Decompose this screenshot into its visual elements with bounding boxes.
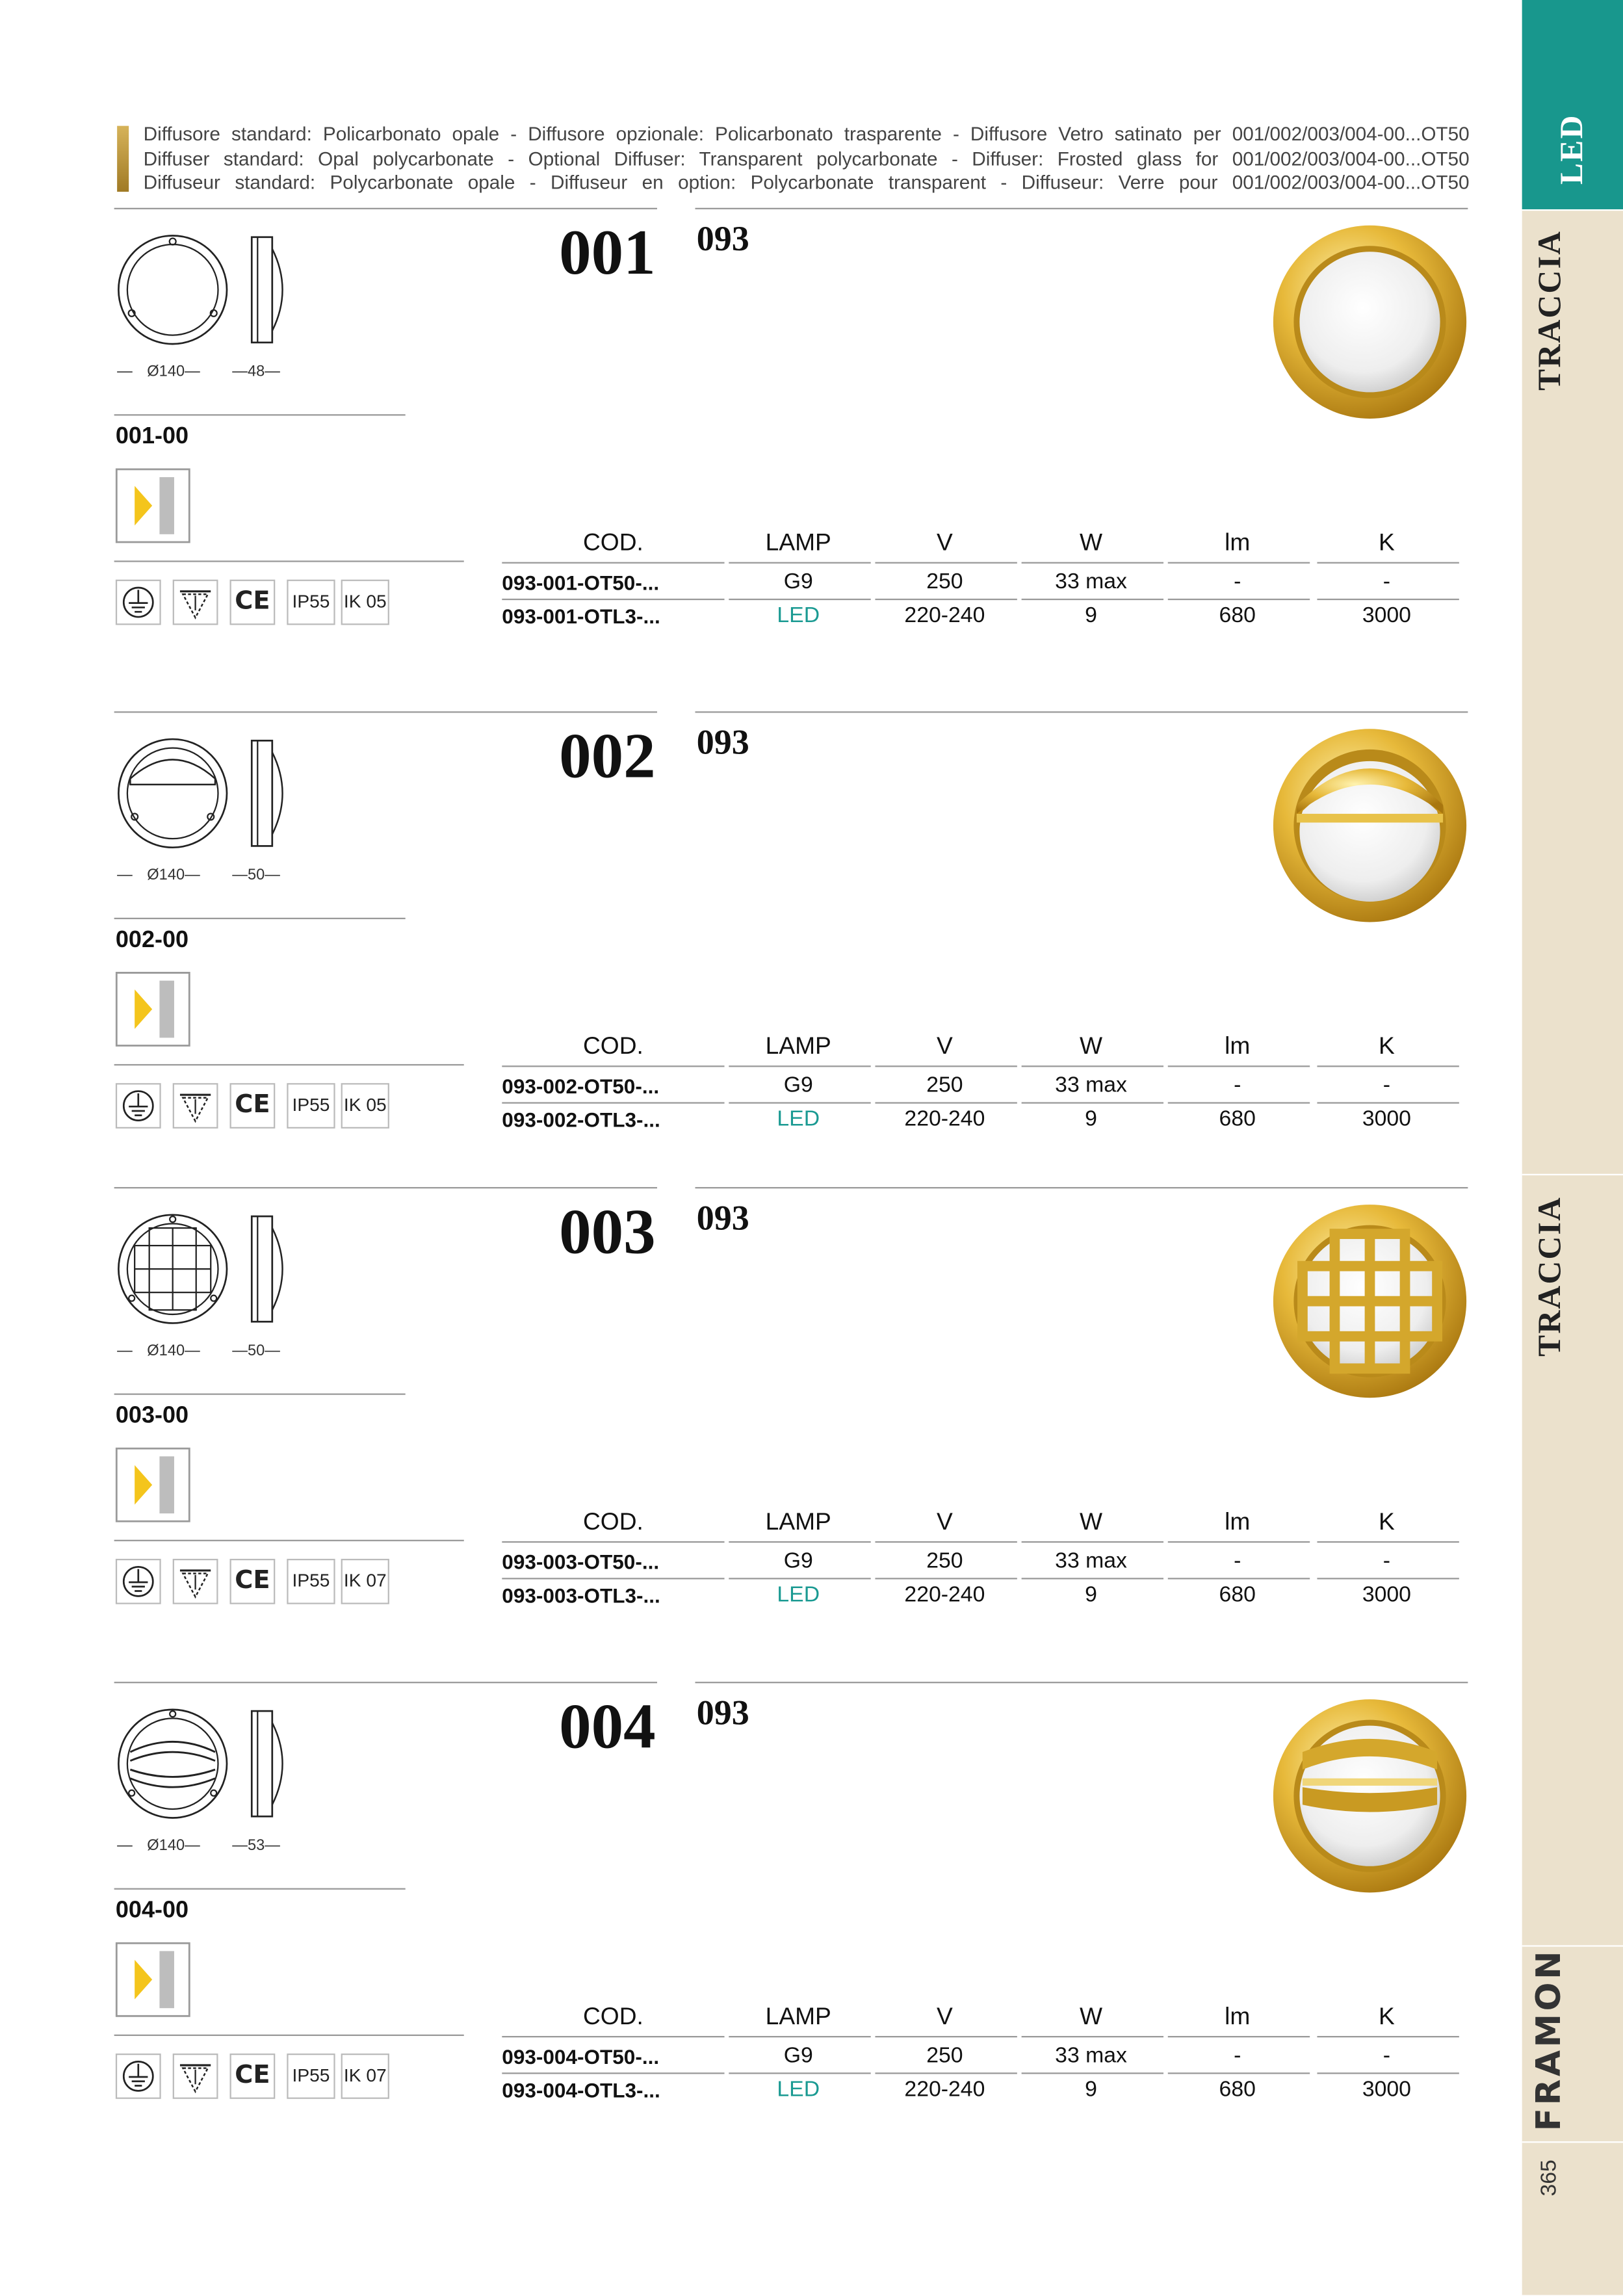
table-header-row (502, 1998, 1468, 2037)
column-header: V (936, 1509, 953, 1535)
column-header: COD. (582, 530, 643, 556)
product-photo (1270, 1202, 1469, 1401)
variant-code: 004-00 (115, 1898, 189, 1924)
side-divider (1522, 1174, 1623, 1175)
dimension-line: — (117, 866, 133, 884)
table-rule (502, 599, 724, 600)
dimensions (117, 1837, 351, 1855)
ce-mark: CE (230, 2054, 276, 2099)
table-rule (1168, 1065, 1310, 1067)
product-photo (1270, 1697, 1469, 1896)
table-cell: LED (777, 603, 820, 628)
table-rule (729, 1065, 870, 1067)
article-code: 093-001-OT50-... (502, 571, 660, 595)
cert-badge: IK 07 (341, 1559, 389, 1604)
table-rule (1168, 2036, 1310, 2037)
section-divider (114, 208, 657, 209)
table-cell: 3000 (1362, 2077, 1411, 2102)
cert-badge: IP55 (287, 580, 335, 625)
table-rule (502, 562, 724, 564)
table-rule (875, 1065, 1017, 1067)
section-divider (114, 1682, 657, 1683)
table-rule (1022, 1065, 1163, 1067)
column-header: W (1080, 530, 1103, 556)
table-cell: 250 (926, 1073, 963, 1098)
spec-table (502, 1998, 1468, 2107)
column-header: V (936, 530, 953, 556)
variant-code: 003-00 (115, 1403, 189, 1429)
table-rule (1168, 2072, 1310, 2074)
table-cell: - (1383, 2043, 1391, 2068)
table-rule (1168, 1541, 1310, 1543)
table-rule (502, 1578, 724, 1579)
dimension-line: — (117, 363, 133, 381)
table-row (502, 2041, 1468, 2074)
table-rule (1022, 562, 1163, 564)
table-rule (1317, 1541, 1459, 1543)
column-header: COD. (582, 1033, 643, 1060)
note-accent-bar (117, 126, 129, 192)
ce-mark: CE (230, 1083, 276, 1128)
dimension-line: — (232, 363, 248, 381)
table-cell: 33 max (1055, 1073, 1127, 1098)
table-rule (502, 1541, 724, 1543)
product-family: 093 (696, 1695, 749, 1733)
section-divider (695, 208, 1468, 209)
dimension-line: — (265, 1836, 280, 1855)
table-row (502, 2074, 1468, 2108)
table-rule (729, 1578, 870, 1579)
table-rule (1022, 1541, 1163, 1543)
table-cell: 680 (1219, 603, 1256, 628)
depth-dimension: 50 (247, 1342, 265, 1360)
product-section (0, 1682, 1522, 2165)
column-header: COD. (582, 2003, 643, 2030)
table-cell: - (1234, 1548, 1241, 1574)
variant-divider (114, 1394, 406, 1395)
brand-logo: FRAMON (1531, 1948, 1569, 2132)
table-rule (502, 2072, 724, 2074)
table-cell: 680 (1219, 1106, 1256, 1132)
table-rule (1317, 1102, 1459, 1103)
earth-icon (116, 2054, 161, 2099)
table-rule (1168, 562, 1310, 564)
diameter-dimension: Ø140 (147, 363, 185, 381)
page-number: 365 (1537, 2159, 1562, 2197)
technical-drawing (114, 1702, 305, 1836)
depth-dimension: 50 (247, 866, 265, 884)
product-family: 093 (696, 724, 749, 763)
table-cell: - (1383, 1548, 1391, 1574)
no-cover-icon (173, 1083, 218, 1128)
table-cell: 3000 (1362, 1582, 1411, 1608)
column-header: K (1378, 1509, 1395, 1535)
table-cell: 250 (926, 1548, 963, 1574)
column-header: K (1378, 530, 1395, 556)
earth-icon (116, 1083, 161, 1128)
table-cell: 9 (1085, 2077, 1097, 2102)
table-cell: 33 max (1055, 2043, 1127, 2068)
table-row (502, 1070, 1468, 1104)
depth-dimension: 48 (247, 363, 265, 381)
side-category-label: TRACCIA (1531, 229, 1568, 391)
table-cell: 9 (1085, 1106, 1097, 1132)
column-header: LAMP (765, 1033, 831, 1060)
diameter-dimension: Ø140 (147, 1836, 185, 1855)
table-row (502, 1579, 1468, 1613)
product-code: 002 (559, 720, 656, 792)
table-rule (1317, 599, 1459, 600)
depth-dimension: 53 (247, 1836, 265, 1855)
table-rule (502, 1102, 724, 1103)
dimension-line: — (265, 1342, 280, 1360)
article-code: 093-004-OT50-... (502, 2044, 660, 2068)
table-cell: - (1383, 1073, 1391, 1098)
column-header: LAMP (765, 530, 831, 556)
table-cell: 33 max (1055, 569, 1127, 595)
table-rule (1168, 1102, 1310, 1103)
variant-code: 001-00 (115, 424, 189, 450)
table-cell: 220-240 (904, 2077, 985, 2102)
column-header: V (936, 2003, 953, 2030)
table-rule (875, 1541, 1017, 1543)
table-rule (502, 1065, 724, 1067)
note-line-it: Diffusore standard: Policarbonato opale - Diffusore opzionale: Policarbonato trasparente - Diffusore Vetro satinato per 001/002/003/004-00...OT50 (143, 123, 1470, 145)
table-rule (729, 562, 870, 564)
cert-badge: IP55 (287, 1559, 335, 1604)
variant-divider (114, 414, 406, 415)
product-code: 003 (559, 1195, 656, 1268)
column-header: lm (1225, 1033, 1251, 1060)
surface-mount-icon (116, 1942, 190, 2017)
table-header-row (502, 1503, 1468, 1543)
side-led-label: LED (1552, 114, 1590, 185)
section-divider (114, 1187, 657, 1188)
table-rule (1022, 2072, 1163, 2074)
table-cell: G9 (783, 569, 813, 595)
table-rule (1168, 599, 1310, 600)
cert-badge: IK 05 (341, 1083, 389, 1128)
section-divider (695, 1187, 1468, 1188)
column-header: LAMP (765, 2003, 831, 2030)
dimension-line: — (117, 1342, 133, 1360)
dimension-line: — (185, 866, 200, 884)
table-cell: G9 (783, 2043, 813, 2068)
table-rule (1022, 599, 1163, 600)
dimension-line: — (232, 866, 248, 884)
product-photo (1270, 726, 1469, 925)
no-cover-icon (173, 2054, 218, 2099)
dimensions (117, 867, 351, 884)
dimension-line: — (232, 1342, 248, 1360)
section-divider (114, 711, 657, 712)
table-rule (875, 2036, 1017, 2037)
table-cell: 9 (1085, 603, 1097, 628)
table-rule (1317, 562, 1459, 564)
table-rule (729, 2036, 870, 2037)
variant-divider (114, 918, 406, 919)
column-header: V (936, 1033, 953, 1060)
table-row (502, 566, 1468, 600)
article-code: 093-001-OTL3-... (502, 604, 660, 628)
table-header-row (502, 524, 1468, 564)
table-cell: 680 (1219, 2077, 1256, 2102)
column-header: COD. (582, 1509, 643, 1535)
table-rule (875, 1102, 1017, 1103)
section-divider (695, 711, 1468, 712)
table-cell: 250 (926, 569, 963, 595)
variant-divider (114, 1888, 406, 1890)
earth-icon (116, 580, 161, 625)
diameter-dimension: Ø140 (147, 866, 185, 884)
table-cell: - (1234, 569, 1241, 595)
product-code: 004 (559, 1690, 656, 1762)
table-rule (1317, 1578, 1459, 1579)
table-cell: 680 (1219, 1582, 1256, 1608)
cert-divider (114, 2035, 464, 2036)
diameter-dimension: Ø140 (147, 1342, 185, 1360)
side-category-label: TRACCIA (1531, 1195, 1568, 1357)
table-row (502, 1104, 1468, 1138)
article-code: 093-003-OTL3-... (502, 1584, 660, 1608)
no-cover-icon (173, 1559, 218, 1604)
product-family: 093 (696, 1200, 749, 1238)
column-header: W (1080, 1509, 1103, 1535)
cert-divider (114, 1064, 464, 1065)
product-section (0, 208, 1522, 691)
spec-table (502, 1503, 1468, 1613)
table-rule (1022, 2036, 1163, 2037)
table-rule (729, 1541, 870, 1543)
surface-mount-icon (116, 972, 190, 1047)
product-family: 093 (696, 220, 749, 259)
column-header: K (1378, 2003, 1395, 2030)
article-code: 093-003-OT50-... (502, 1550, 660, 1574)
table-rule (502, 2036, 724, 2037)
article-code: 093-002-OT50-... (502, 1074, 660, 1098)
ce-mark: CE (230, 1559, 276, 1604)
table-rule (1168, 1578, 1310, 1579)
dimension-line: — (232, 1836, 248, 1855)
dimension-line: — (185, 1342, 200, 1360)
column-header: lm (1225, 530, 1251, 556)
table-cell: - (1383, 569, 1391, 595)
table-rule (729, 2072, 870, 2074)
dimensions (117, 1342, 351, 1360)
table-cell: G9 (783, 1548, 813, 1574)
surface-mount-icon (116, 1448, 190, 1522)
diffuser-note (144, 123, 1470, 195)
product-section (0, 711, 1522, 1194)
table-rule (875, 2072, 1017, 2074)
table-rule (875, 599, 1017, 600)
cert-badge: IK 05 (341, 580, 389, 625)
cert-badge: IP55 (287, 2054, 335, 2099)
no-cover-icon (173, 580, 218, 625)
article-code: 093-002-OTL3-... (502, 1108, 660, 1132)
technical-drawing (114, 1208, 305, 1341)
table-rule (1022, 1102, 1163, 1103)
table-row (502, 600, 1468, 634)
side-divider (1522, 1945, 1623, 1946)
table-rule (875, 1578, 1017, 1579)
product-photo (1270, 222, 1469, 421)
spec-table (502, 524, 1468, 634)
table-rule (729, 1102, 870, 1103)
column-header: W (1080, 2003, 1103, 2030)
column-header: K (1378, 1033, 1395, 1060)
table-cell: 33 max (1055, 1548, 1127, 1574)
cert-divider (114, 1540, 464, 1541)
table-row (502, 1546, 1468, 1580)
table-rule (875, 562, 1017, 564)
table-cell: 250 (926, 2043, 963, 2068)
section-divider (695, 1682, 1468, 1683)
table-rule (1317, 2036, 1459, 2037)
variant-code: 002-00 (115, 928, 189, 953)
dimension-line: — (265, 866, 280, 884)
dimension-line: — (185, 1836, 200, 1855)
dimension-line: — (117, 1836, 133, 1855)
column-header: lm (1225, 1509, 1251, 1535)
spec-table (502, 1028, 1468, 1138)
product-section (0, 1187, 1522, 1670)
table-cell: 220-240 (904, 1106, 985, 1132)
column-header: W (1080, 1033, 1103, 1060)
table-cell: LED (777, 1106, 820, 1132)
earth-icon (116, 1559, 161, 1604)
table-cell: - (1234, 2043, 1241, 2068)
table-rule (1022, 1578, 1163, 1579)
cert-divider (114, 560, 464, 562)
table-cell: 220-240 (904, 1582, 985, 1608)
table-rule (1317, 1065, 1459, 1067)
table-cell: G9 (783, 1073, 813, 1098)
surface-mount-icon (116, 469, 190, 543)
table-cell: 220-240 (904, 603, 985, 628)
table-rule (1317, 2072, 1459, 2074)
dimension-line: — (265, 363, 280, 381)
table-cell: LED (777, 1582, 820, 1608)
note-line-en: Diffuser standard: Opal polycarbonate - Optional Diffuser: Transparent polycarbonate - Diffuser: Frosted glass for 001/002/003/004-00...OT50 (143, 147, 1470, 170)
technical-drawing (114, 732, 305, 865)
dimensions (117, 363, 351, 380)
table-cell: 3000 (1362, 603, 1411, 628)
cert-badge: IP55 (287, 1083, 335, 1128)
column-header: LAMP (765, 1509, 831, 1535)
technical-drawing (114, 228, 305, 361)
table-header-row (502, 1028, 1468, 1067)
dimension-line: — (185, 363, 200, 381)
table-cell: - (1234, 1073, 1241, 1098)
column-header: lm (1225, 2003, 1251, 2030)
note-line-fr: Diffuseur standard: Polycarbonate opale - Diffuseur en option: Polycarbonate transparent - Diffuseur: Verre pour 001/002/003/004-00...OT50 (143, 171, 1470, 194)
cert-badge: IK 07 (341, 2054, 389, 2099)
table-cell: 9 (1085, 1582, 1097, 1608)
article-code: 093-004-OTL3-... (502, 2078, 660, 2102)
table-cell: LED (777, 2077, 820, 2102)
table-cell: 3000 (1362, 1106, 1411, 1132)
product-code: 001 (559, 216, 656, 289)
ce-mark: CE (230, 580, 276, 625)
table-rule (729, 599, 870, 600)
